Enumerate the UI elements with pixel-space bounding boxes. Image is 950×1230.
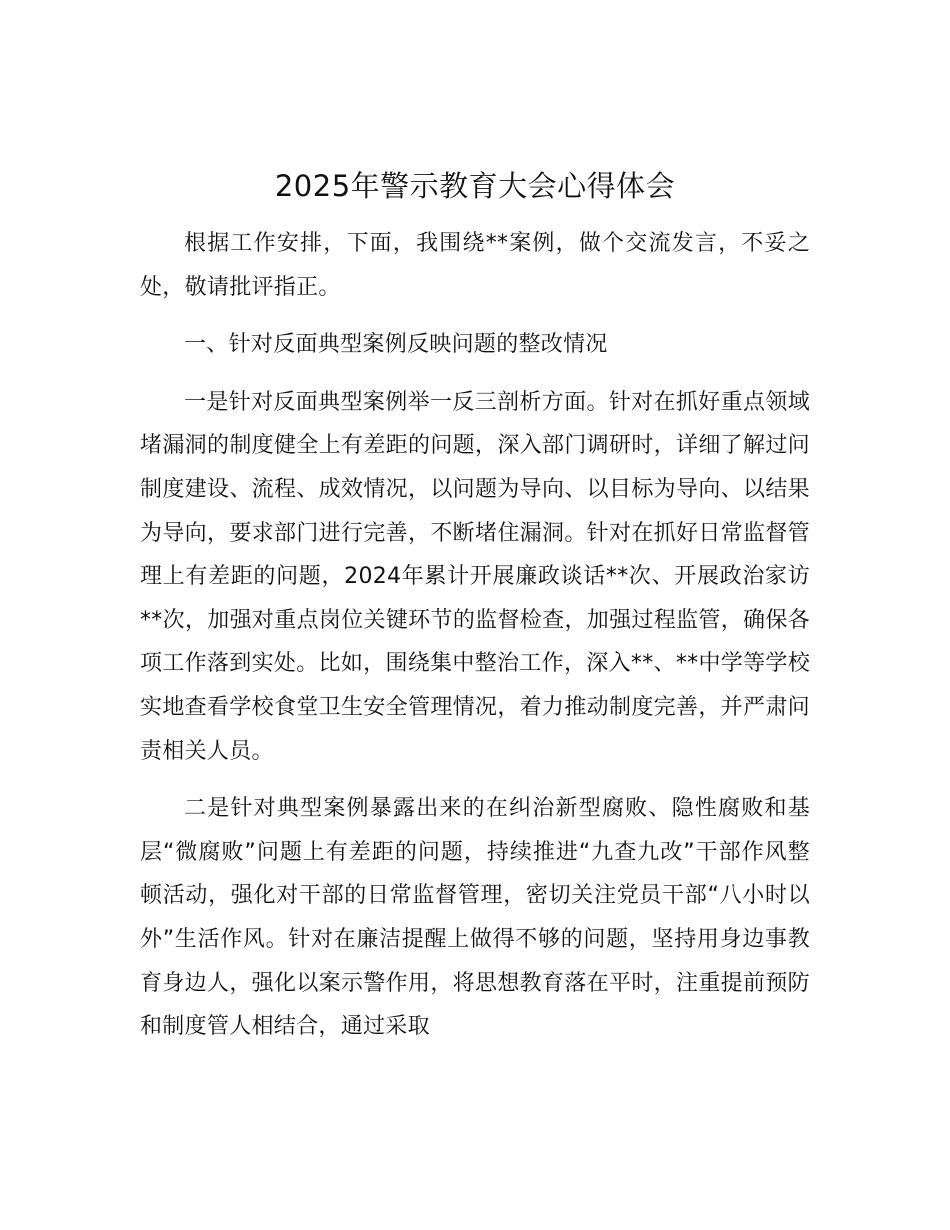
body-paragraph-2: 二是针对典型案例暴露出来的在纠治新型腐败、隐性腐败和基层“微腐败”问题上有差距的问题，持续推进“九查九改”干部作风整顿活动，强化对干部的日常监督管理，密切关注党员干部“八小时以外”生活作风。针对在廉洁提醒上做得不够的问题，坚持用身边事教育身边人，强化以案示警作用，将思想教育落在平时，注重提前预防和制度管人相结合，通过采取 <box>140 796 810 1040</box>
section-heading: 一、针对反面典型案例反映问题的整改情况 <box>184 332 608 358</box>
document-title: 2025年警示教育大会心得体会 <box>274 169 676 203</box>
body-paragraph-1: 一是针对反面典型案例举一反三剖析方面。针对在抓好重点领域堵漏洞的制度健全上有差距的问题，深入部门调研时，详细了解过问制度建设、流程、成效情况，以问题为导向、以目标为导向、以结果为导向，要求部门进行完善，不断堵住漏洞。针对在抓好日常监督管理上有差距的问题，2024年累计开展廉政谈话**次、开展政治家访**次，加强对重点岗位关键环节的监督检查，加强过程监管，确保各项工作落到实处。比如，围绕集中整治工作，深入**、**中学等学校实地查看学校食堂卫生安全管理情况，着力推动制度完善，并严肃问责相关人员。 <box>140 389 810 764</box>
intro-paragraph: 根据工作安排，下面，我围绕**案例，做个交流发言，不妥之处，敬请批评指正。 <box>140 231 810 300</box>
document-body <box>140 222 810 1063</box>
